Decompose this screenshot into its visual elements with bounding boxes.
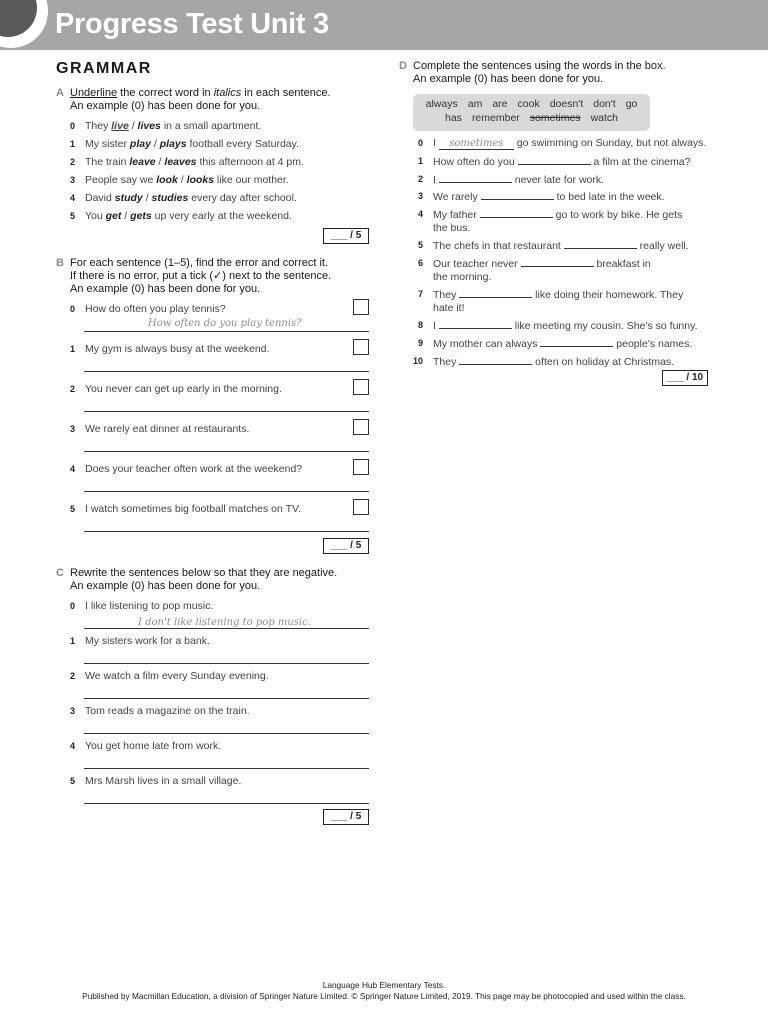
item-text <box>433 288 709 315</box>
answer-blank[interactable] <box>521 257 594 267</box>
section-a-instruction <box>70 87 360 113</box>
handwritten-answer: I don't like listening to pop music. <box>138 617 311 628</box>
answer-blank[interactable] <box>439 173 512 183</box>
answer-line[interactable] <box>84 531 369 532</box>
answer-line[interactable] <box>84 663 369 664</box>
item-number: 2 <box>418 174 424 184</box>
item-number: 0 <box>70 601 76 611</box>
section-d <box>399 60 719 90</box>
item-text <box>85 156 361 169</box>
item-number: 3 <box>70 424 76 434</box>
item-number: 5 <box>70 211 76 221</box>
option-word[interactable]: gets <box>130 210 152 222</box>
answer-blank[interactable] <box>481 190 554 200</box>
item-text <box>85 210 361 223</box>
sentence-part: They <box>85 120 112 132</box>
option-separator: / <box>121 210 131 222</box>
item-number: 5 <box>70 776 76 786</box>
option-word[interactable]: looks <box>186 174 215 186</box>
instruction-example-note: An example (0) has been done for you. <box>70 283 261 295</box>
option-word[interactable]: look <box>156 174 178 186</box>
item-text: My gym is always busy at the weekend. <box>85 343 270 355</box>
option-word[interactable]: leave <box>129 156 156 168</box>
item-number: 8 <box>418 320 424 330</box>
sentence-part: in a small apartment. <box>160 120 262 132</box>
sentence-part: hate it! <box>433 302 465 314</box>
option-separator: / <box>142 192 152 204</box>
instruction-italic-word: italics <box>213 87 242 99</box>
item-number: 5 <box>70 504 76 514</box>
item-text <box>433 137 709 150</box>
item-text <box>85 192 361 205</box>
item-text: You get home late from work. <box>85 740 222 752</box>
sentence-part: I <box>433 174 439 186</box>
sentence-part: My father <box>433 209 480 221</box>
item-text <box>85 174 361 187</box>
item-number: 0 <box>70 121 76 131</box>
instruction-line: Complete the sentences using the words in the box. <box>413 60 666 72</box>
section-b-score: ___ / 5 <box>323 538 369 554</box>
word-box-row <box>413 98 650 110</box>
sentence-part: They <box>433 289 460 301</box>
item-text <box>433 355 709 369</box>
item-number: 5 <box>418 240 424 250</box>
item-number: 2 <box>70 157 76 167</box>
option-separator: / <box>128 120 138 132</box>
item-text: Does your teacher often work at the weekend? <box>85 463 303 475</box>
word-box <box>413 94 650 131</box>
sentence-part: People say we <box>85 174 157 186</box>
item-number: 0 <box>70 304 76 314</box>
sentence-part: They <box>433 356 460 368</box>
handwritten-answer: sometimes <box>439 138 514 150</box>
answer-line[interactable] <box>84 371 369 372</box>
tick-checkbox[interactable] <box>353 339 369 355</box>
item-text: Mrs Marsh lives in a small village. <box>85 775 242 787</box>
item-number: 1 <box>70 636 76 646</box>
item-text <box>85 138 361 151</box>
instruction-text: the correct word in <box>117 87 214 99</box>
sentence-part: really well. <box>636 240 689 252</box>
answer-blank[interactable] <box>564 239 637 249</box>
sentence-part: like doing their homework. They <box>532 289 684 301</box>
item-text <box>85 120 361 133</box>
word-box-word: doesn't <box>549 98 584 110</box>
sentence-part: football every Saturday. <box>186 138 300 150</box>
word-box-word: go <box>625 98 638 110</box>
word-box-word: always <box>425 98 458 110</box>
section-d-instruction <box>413 60 703 86</box>
item-number: 1 <box>70 139 76 149</box>
tick-checkbox[interactable] <box>353 499 369 515</box>
answer-line[interactable] <box>84 451 369 452</box>
tick-checkbox[interactable] <box>353 299 369 315</box>
section-d-score: ___ / 10 <box>662 370 708 386</box>
item-number: 3 <box>70 175 76 185</box>
word-box-word: am <box>467 98 483 110</box>
instruction-text: in each sentence. <box>241 87 331 99</box>
item-number: 4 <box>70 741 76 751</box>
sentence-part: I <box>433 320 439 332</box>
option-word[interactable]: live <box>111 120 129 132</box>
sentence-part: The train <box>85 156 130 168</box>
item-text: Tom reads a magazine on the train. <box>85 705 250 717</box>
tick-checkbox[interactable] <box>353 419 369 435</box>
word-box-word-used: sometimes <box>529 112 581 124</box>
item-text <box>433 190 709 204</box>
answer-line[interactable] <box>84 768 369 769</box>
option-separator: / <box>177 174 187 186</box>
answer-blank[interactable] <box>459 288 532 298</box>
sentence-part: David <box>85 192 115 204</box>
sentence-part: like meeting my cousin. She's so funny. <box>511 320 698 332</box>
sentence-part: breakfast in <box>593 258 651 270</box>
item-text <box>433 257 709 284</box>
option-separator: / <box>155 156 165 168</box>
word-box-word: watch <box>590 112 618 124</box>
sentence-part: You <box>85 210 106 222</box>
item-text: I watch sometimes big football matches on TV. <box>85 503 301 515</box>
item-number: 3 <box>70 706 76 716</box>
tick-checkbox[interactable] <box>353 379 369 395</box>
section-a-score: ___ / 5 <box>323 228 369 244</box>
instruction-line: Rewrite the sentences below so that they are negative. <box>70 567 338 579</box>
item-text: My sisters work for a bank. <box>85 635 210 647</box>
word-box-word: are <box>492 98 508 110</box>
item-number: 9 <box>418 338 424 348</box>
item-number: 4 <box>70 193 76 203</box>
sentence-part: the bus. <box>433 222 471 234</box>
item-text <box>433 239 709 253</box>
item-number: 2 <box>70 384 76 394</box>
item-text: We rarely eat dinner at restaurants. <box>85 423 250 435</box>
item-text: I like listening to pop music. <box>85 600 214 612</box>
answer-line[interactable] <box>84 803 369 804</box>
handwritten-answer: How often do you play tennis? <box>148 318 302 329</box>
sentence-part: up very early at the weekend. <box>151 210 292 222</box>
item-text: You never can get up early in the morning. <box>85 383 282 395</box>
section-b <box>56 257 376 297</box>
answer-blank[interactable] <box>518 155 591 165</box>
sentence-part: every day after school. <box>188 192 297 204</box>
item-number: 4 <box>418 209 424 219</box>
section-d-letter: D <box>399 60 407 72</box>
option-word[interactable]: study <box>114 192 143 204</box>
option-separator: / <box>150 138 160 150</box>
sentence-part: people's names. <box>613 338 693 350</box>
item-number: 7 <box>418 289 424 299</box>
sentence-part: go to work by bike. He gets <box>552 209 683 221</box>
option-word[interactable]: leaves <box>164 156 197 168</box>
answer-line[interactable] <box>84 628 369 629</box>
answer-blank[interactable] <box>439 319 512 329</box>
option-word[interactable]: studies <box>151 192 189 204</box>
item-number: 4 <box>70 464 76 474</box>
sentence-part: this afternoon at 4 pm. <box>196 156 304 168</box>
page-header <box>0 0 768 50</box>
item-number: 1 <box>70 344 76 354</box>
word-box-word: don't <box>593 98 616 110</box>
page-title: Progress Test Unit 3 <box>55 8 329 40</box>
sentence-part: My mother can always <box>433 338 541 350</box>
sentence-part: I <box>433 137 439 149</box>
sentence-part: a film at the cinema? <box>590 156 691 168</box>
section-b-instruction <box>70 257 360 296</box>
answer-line[interactable] <box>84 698 369 699</box>
word-box-word: has <box>445 112 462 124</box>
sentence-part: to bed late in the week. <box>553 191 665 203</box>
answer-line[interactable] <box>84 411 369 412</box>
item-number: 0 <box>418 138 424 148</box>
answer-blank[interactable] <box>480 208 553 218</box>
sentence-part: the morning. <box>433 271 492 283</box>
sentence-part: The chefs in that restaurant <box>433 240 564 252</box>
sentence-part: go swimming on Sunday, but not always. <box>513 137 707 149</box>
instruction-underline-word: Underline <box>70 87 118 99</box>
option-word[interactable]: lives <box>137 120 161 132</box>
item-number: 6 <box>418 258 424 268</box>
option-word[interactable]: play <box>129 138 151 150</box>
sentence-part: My sister <box>85 138 130 150</box>
answer-line[interactable] <box>84 491 369 492</box>
section-c-score: ___ / 5 <box>323 809 369 825</box>
item-number: 1 <box>418 156 424 166</box>
sentence-part: We rarely <box>433 191 481 203</box>
tick-checkbox[interactable] <box>353 459 369 475</box>
section-c-instruction <box>70 567 360 593</box>
item-text <box>433 337 709 351</box>
option-word[interactable]: get <box>105 210 122 222</box>
section-a-letter: A <box>56 87 64 99</box>
footer-copyright: Published by Macmillan Education, a division of Springer Nature Limited. © Springer Nature Limited, 2019. This page may be photocopied and used within the class. <box>82 991 686 1001</box>
word-box-word: cook <box>517 98 540 110</box>
item-text: How do often you play tennis? <box>85 303 226 315</box>
instruction-line: For each sentence (1–5), find the error and correct it. <box>70 257 329 269</box>
answer-line[interactable] <box>84 733 369 734</box>
sentence-part: Our teacher never <box>433 258 521 270</box>
section-b-letter: B <box>56 257 64 269</box>
item-text: We watch a film every Sunday evening. <box>85 670 269 682</box>
item-number: 10 <box>413 356 424 366</box>
option-word[interactable]: plays <box>159 138 187 150</box>
sentence-part: never late for work. <box>511 174 605 186</box>
sentence-part: often on holiday at Christmas. <box>532 356 675 368</box>
header-circle-decoration <box>0 0 48 48</box>
item-text <box>433 155 709 169</box>
instruction-example-note: An example (0) has been done for you. <box>70 100 261 112</box>
section-c-letter: C <box>56 567 64 579</box>
item-number: 2 <box>70 671 76 681</box>
item-text <box>433 173 709 187</box>
sentence-part: like our mother. <box>214 174 289 186</box>
item-text <box>433 319 709 333</box>
word-box-word: remember <box>471 112 520 124</box>
footer <box>0 980 768 1002</box>
instruction-example-note: An example (0) has been done for you. <box>70 580 261 592</box>
sentence-part: How often do you <box>433 156 518 168</box>
answer-line[interactable] <box>84 331 369 332</box>
footer-series: Language Hub Elementary Tests. <box>322 980 446 990</box>
section-c <box>56 567 376 597</box>
instruction-example-note: An example (0) has been done for you. <box>413 73 604 85</box>
instruction-line: If there is no error, put a tick (✓) next to the sentence. <box>70 270 332 282</box>
item-number: 3 <box>418 191 424 201</box>
item-text <box>433 208 709 235</box>
answer-blank[interactable] <box>459 355 532 365</box>
grammar-heading: GRAMMAR <box>56 60 152 77</box>
word-box-row <box>413 112 650 124</box>
answer-blank[interactable] <box>540 337 613 347</box>
